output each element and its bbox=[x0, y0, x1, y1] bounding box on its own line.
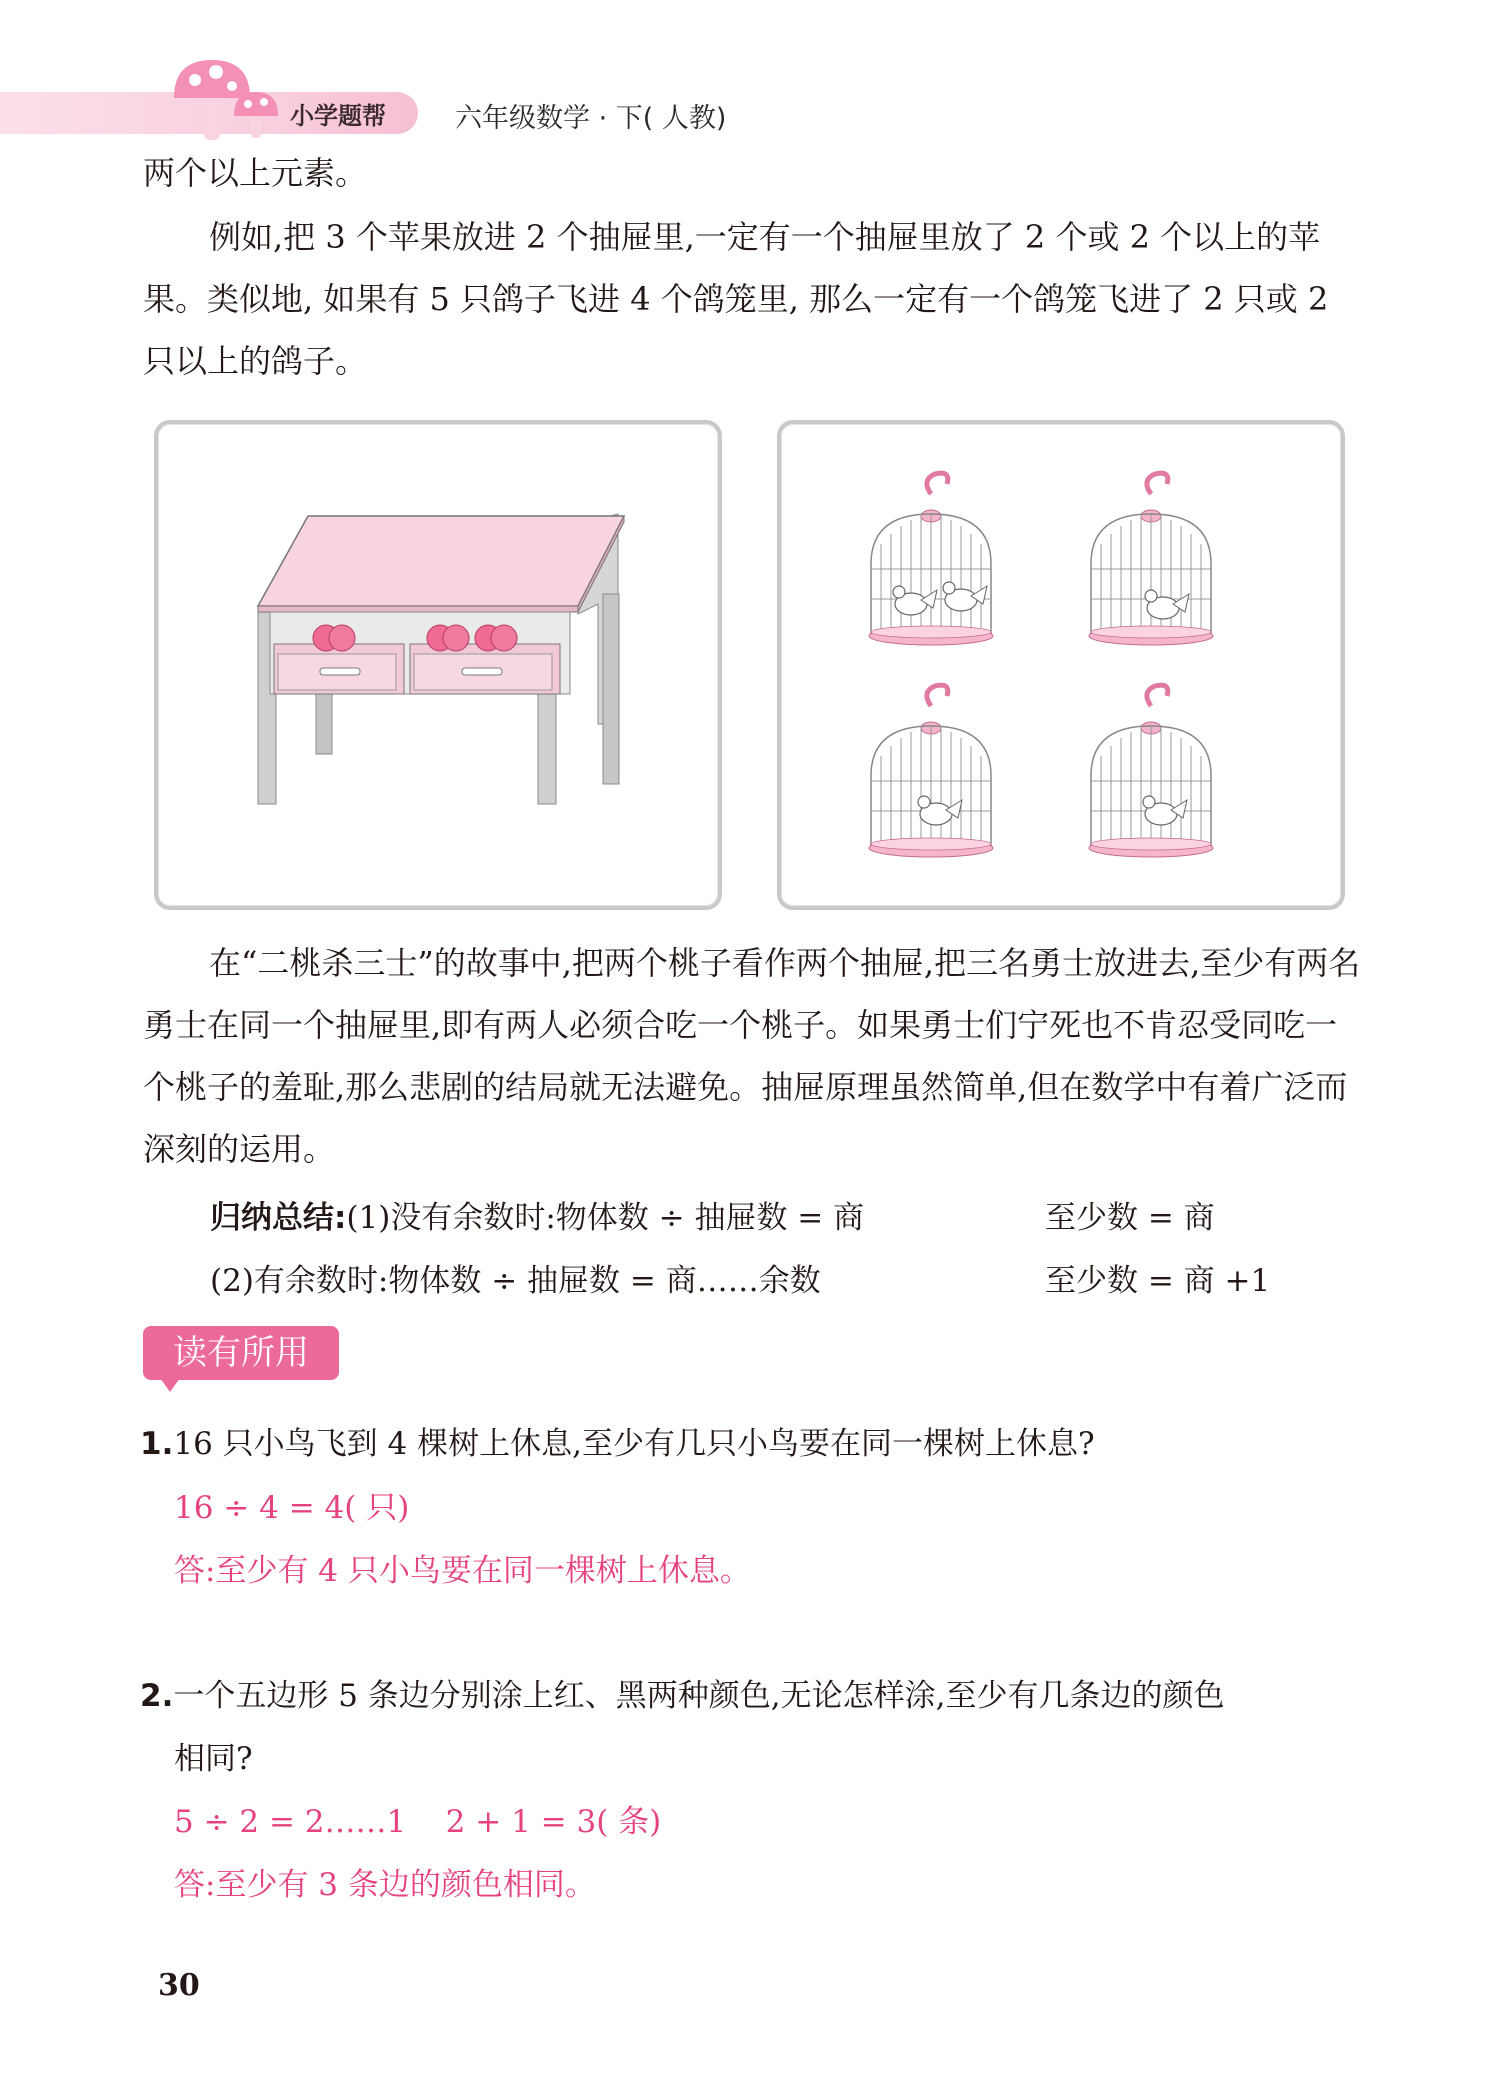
summary-case-1: (1)没有余数时:物体数 ÷ 抽屉数 = 商 bbox=[346, 1200, 865, 1236]
birdcages-with-pigeons-illustration bbox=[781, 424, 1341, 906]
intro-line: 两个以上元素。 bbox=[143, 154, 368, 192]
summary-label: 归纳总结: bbox=[210, 1200, 347, 1236]
problem-1-work: 16 ÷ 4 = 4( 只) bbox=[174, 1490, 410, 1526]
birdcage-illustration-panel bbox=[777, 420, 1345, 910]
problem-number: 2. bbox=[140, 1678, 174, 1714]
book-title: 六年级数学 · 下( 人教) bbox=[455, 103, 727, 134]
summary-case-2: (2)有余数时:物体数 ÷ 抽屉数 = 商……余数 bbox=[210, 1263, 821, 1299]
desk-with-apples-illustration bbox=[158, 424, 718, 906]
intro-paragraph: 例如,把 3 个苹果放进 2 个抽屉里,一定有一个抽屉里放了 2 个或 2 个以上的苹果。类似地, 如果有 5 只鸽子飞进 4 个鸽笼里, 那么一定有一个鸽笼飞进了 2 只或 2 只以上的鸽子。 bbox=[143, 218, 1329, 380]
problem-2-question-line-2: 相同? bbox=[174, 1741, 253, 1777]
summary-case-1-result: 至少数 = 商 bbox=[1045, 1200, 1215, 1236]
section-tag-pointer bbox=[160, 1378, 180, 1392]
problem-1 bbox=[140, 1418, 1095, 1463]
section-tag: 读有所用 bbox=[143, 1326, 339, 1380]
problem-question: 16 只小鸟飞到 4 棵树上休息,至少有几只小鸟要在同一棵树上休息? bbox=[173, 1426, 1095, 1462]
story-paragraph: 在“二桃杀三士”的故事中,把两个桃子看作两个抽屉,把三名勇士放进去,至少有两名勇士在同一个抽屉里,即有两人必须合吃一个桃子。如果勇士们宁死也不肯忍受同吃一个桃子的羞耻,那么悲剧的结局就无法避免。抽屉原理虽然简单,但在数学中有着广泛而深刻的运用。 bbox=[143, 944, 1361, 1168]
summary-case-2-result: 至少数 = 商 +1 bbox=[1045, 1263, 1271, 1299]
series-title: 小学题帮 bbox=[290, 102, 386, 130]
desk-illustration-panel bbox=[154, 420, 722, 910]
page-number: 30 bbox=[158, 1968, 200, 2003]
problem-question-line-1: 一个五边形 5 条边分别涂上红、黑两种颜色,无论怎样涂,至少有几条边的颜色 bbox=[173, 1678, 1225, 1714]
problem-2-answer: 答:至少有 3 条边的颜色相同。 bbox=[174, 1867, 596, 1903]
summary-row-1 bbox=[210, 1192, 864, 1237]
mushroom-logo-icon bbox=[160, 54, 290, 146]
problem-1-answer: 答:至少有 4 只小鸟要在同一棵树上休息。 bbox=[174, 1553, 751, 1589]
problem-number: 1. bbox=[140, 1426, 174, 1462]
problem-2-work: 5 ÷ 2 = 2……1 2 + 1 = 3( 条) bbox=[174, 1804, 662, 1840]
problem-2 bbox=[140, 1670, 1225, 1715]
